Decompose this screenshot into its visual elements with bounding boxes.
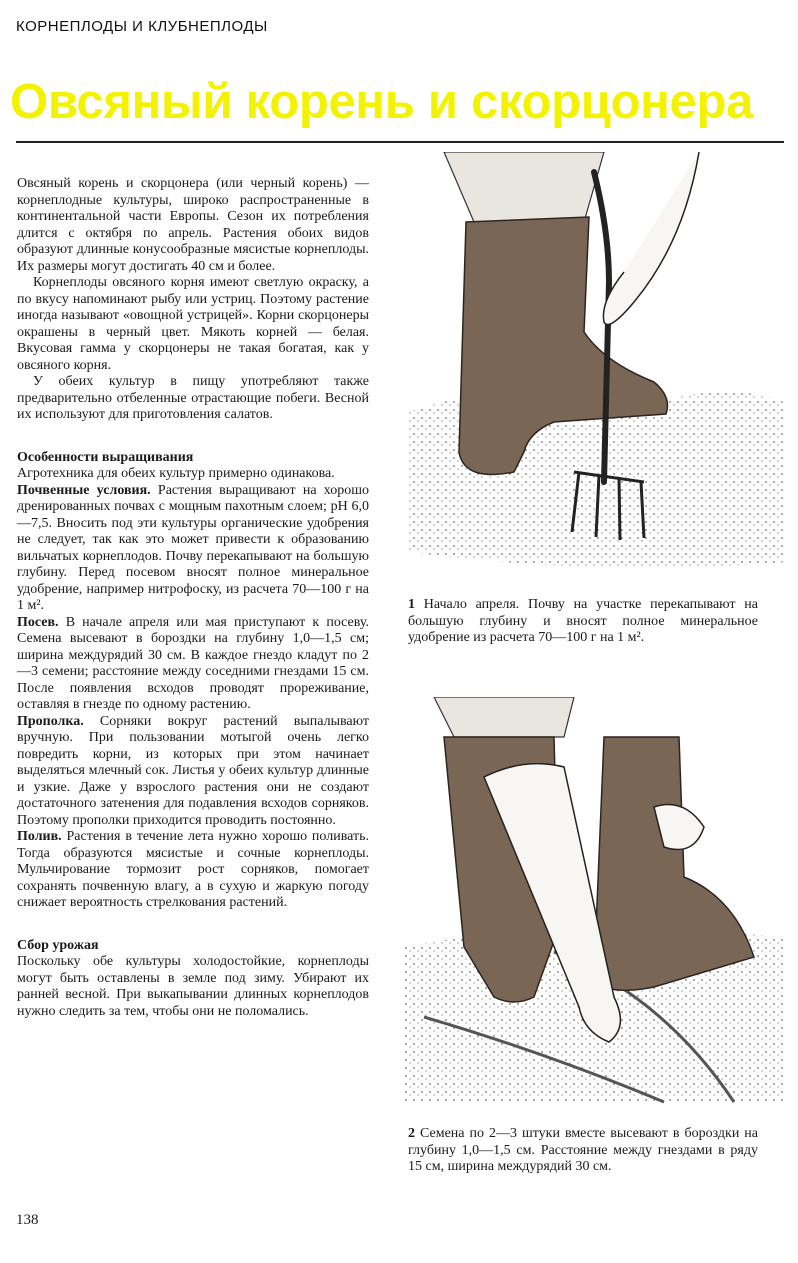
figure-caption-2 [408,1126,758,1176]
gardener-arm [603,152,699,325]
figure-number: 2 [408,1126,415,1141]
article-body [17,176,369,1020]
intro-paragraph: Корнеплоды овсяного корня имеют светлую окраску, а по вкусу напоминают рыбу или устриц. Поэтому растение иногда называют «овощной устрицей». Корни скорцонеры окрашены в черный цвет. Мякоть корней — белая. Вкусовая гамма у скорцонеры не такая богатая, как у овсяного корня. [17,275,369,373]
weeding-text: Сорняки вокруг растений выпалывают вручную. При пользовании мотыгой очень легко повредить корни, из которых при этом начинает выделяться млечный сок. Листья у обеих культур длинные и узкие. Даже у взрослого растения они не создают достаточного затенения для подавления всходов сорняков. Поэтому прополки приходится проводить постоянно. [17,713,370,828]
trousers [444,152,604,222]
sowing-paragraph [17,615,369,714]
weeding-label: Прополка. [17,713,84,729]
intro-paragraph: У обеих культур в пищу употребляют также предварительно отбеленные отрастающие побеги. Весной их используют для приготовления салатов. [17,374,369,422]
digging-fork-illustration [404,152,784,572]
harvest-heading: Сбор урожая [17,937,99,953]
watering-paragraph [17,829,369,912]
caption-text: Начало апреля. Почву на участке перекапывают на большую глубину и вносят полное минеральное удобрение из расчета 70—100 г на 1 м². [408,597,758,645]
title-divider [16,141,784,143]
growing-heading: Особенности выращивания [17,449,194,465]
sowing-label: Посев. [17,614,59,630]
trousers [434,697,574,737]
section-header: КОРНЕПЛОДЫ И КЛУБНЕПЛОДЫ [16,18,268,35]
soil-paragraph [17,483,369,615]
page-number: 138 [16,1212,39,1228]
digging-fork-drawing [404,152,784,572]
figure-number: 1 [408,597,415,612]
figure-caption-1 [408,597,758,647]
sowing-text: В начале апреля или мая приступают к посеву. Семена высевают в бороздки на глубину 1,0—1,5 см; ширина междурядий 30 см. В каждое гнездо кладут по 2—3 семени; расстояние между соседними гнездами 15 см. После появления всходов проводят прореживание, оставляя в гнезде по одному растению. [17,614,369,712]
rubber-boot [594,737,754,990]
sowing-drawing [404,697,784,1107]
page-title: Овсяный корень и скорцонера [10,75,754,129]
watering-label: Полив. [17,829,62,844]
watering-text: Растения в течение лета нужно хорошо поливать. Тогда образуются мясистые и сочные корнеплоды. Мульчирование тормозит рост сорняков, помогает сохранять почвенную влагу, а в сухую и жаркую погоду снижает вероятность стрелкования растений. [17,829,369,910]
intro-paragraph: Овсяный корень и скорцонера (или черный корень) — корнеплодные культуры, широко распространенные в континентальной части Европы. Сезон их потребления длится с октября по апрель. Растения обоих видов образуют длинные конусообразные мясистые корнеплоды. Их размеры могут достигать 40 см и более. [17,176,369,274]
harvest-paragraph: Поскольку обе культуры холодостойкие, корнеплоды могут быть оставлены в земле под зиму. Убирают их ранней весной. При выкапывании длинных корнеплодов нужно следить за тем, чтобы они не поломались. [17,954,369,1019]
soil-label: Почвенные условия. [17,482,151,498]
weeding-paragraph [17,714,369,830]
caption-text: Семена по 2—3 штуки вместе высевают в бороздки на глубину 1,0—1,5 см. Расстояние между гнездами в ряду 15 см, ширина междурядий 30 см. [408,1126,759,1174]
soil-text: Растения выращивают на хорошо дренированных почвах с мощным пахотным слоем; pH 6,0—7,5. Вносить под эти культуры органические удобрения не следует, так как это может привести к образованию вильчатых корнеплодов. Почву перекапывают на большую глубину. Перед посевом вносят полное минеральное удобрение, например нитрофоску, из расчета 70—100 г на 1 м². [17,482,370,613]
growing-intro: Агротехника для обеих культур примерно одинакова. [17,466,335,481]
sowing-illustration [404,697,784,1107]
